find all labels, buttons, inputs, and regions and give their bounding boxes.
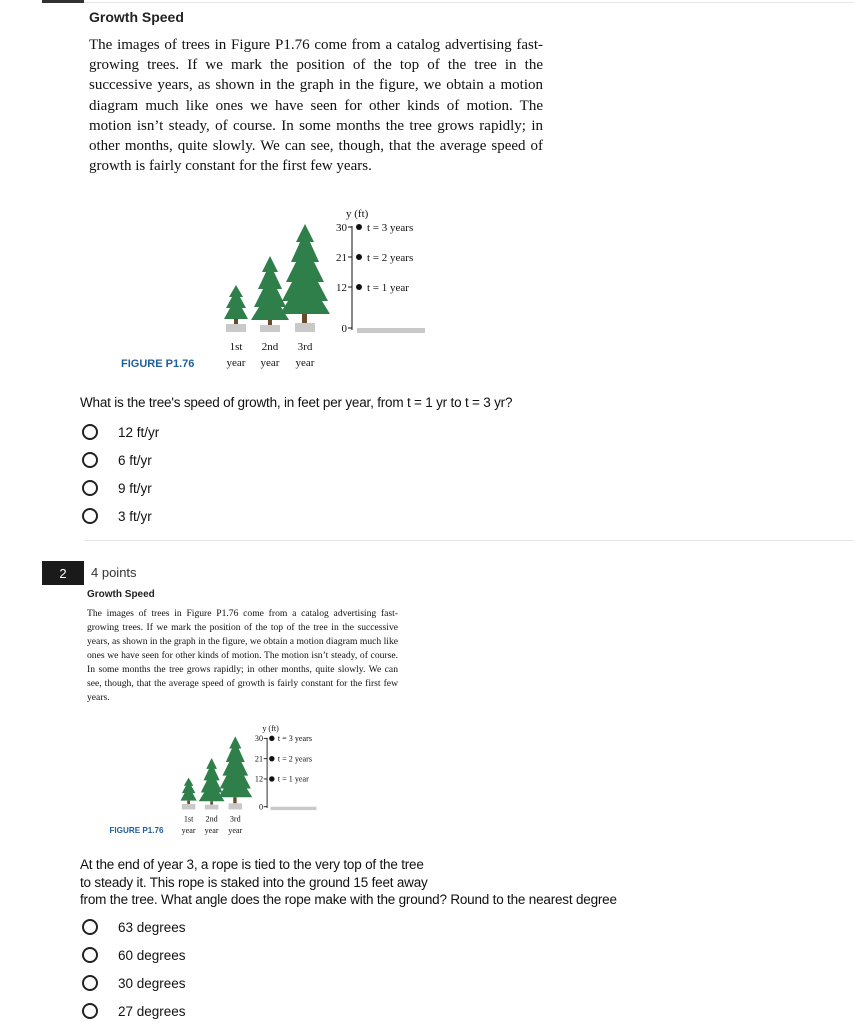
y-axis-label: y (ft)	[262, 723, 279, 733]
question-2-option-4[interactable]	[82, 997, 186, 1024]
option-label: 3 ft/yr	[118, 508, 152, 524]
tick-label-30: 30	[254, 734, 264, 744]
tree-growth-diagram-small	[100, 720, 330, 842]
tree-year-2-icon	[199, 758, 225, 809]
question-1-option-4[interactable]	[82, 502, 159, 530]
y-axis-label: y (ft)	[346, 208, 369, 220]
question-divider	[84, 540, 854, 541]
question-1-passage: The images of trees in Figure P1.76 come from a catalog advertising fast-growing trees. If we mark the position of the top of the tree in the successive years, as shown in the graph in the figure, we obtain a motion diagram much like ones we have seen for other kinds of motion. The motion isn’t steady, of course. In some months the tree grows rapidly; in other months, quite slowly. We can see, though, that the average speed of growth is fairly constant for the first few years.	[89, 37, 543, 175]
option-label: 30 degrees	[118, 975, 186, 991]
year-label-1: 1st	[183, 814, 194, 824]
question-1-title: Growth Speed	[89, 9, 184, 25]
question-2-option-1[interactable]	[82, 913, 186, 941]
radio-button[interactable]	[82, 480, 98, 496]
year-label-3-unit: year	[228, 826, 243, 836]
point-label-t2: t = 2 years	[367, 252, 414, 264]
radio-button[interactable]	[82, 452, 98, 468]
year-label-2: 2nd	[261, 341, 279, 353]
point-label-t3: t = 3 years	[367, 222, 414, 234]
option-label: 12 ft/yr	[118, 424, 160, 440]
question-1-option-3[interactable]	[82, 474, 159, 502]
year-label-2-unit: year	[204, 826, 219, 836]
tree-year-1-icon	[224, 285, 248, 332]
ground-strip	[270, 807, 316, 810]
point-label-t1: t = 1 year	[277, 774, 309, 784]
question-2-line-2: to steady it. This rope is staked into the ground 15 feet away	[80, 874, 428, 890]
question-2-options	[82, 913, 186, 1024]
radio-button[interactable]	[82, 1003, 98, 1019]
question-2-passage: The images of trees in Figure P1.76 come from a catalog advertising fast-growing trees. If we mark the position of the top of the tree in the successive years, as shown in the graph in the figure, we obtain a motion diagram much like ones we have seen for other kinds of motion. The motion isn’t steady, of course. In some months the tree grows rapidly; in other months, quite slowly. We can see, though, that the average speed of growth is fairly constant for the first few years.	[87, 608, 398, 703]
top-accent-bar	[42, 0, 84, 3]
question-2-title: Growth Speed	[87, 589, 155, 600]
question-1-option-1[interactable]	[82, 418, 159, 446]
year-label-3: 3rd	[229, 814, 241, 824]
point-label-t2: t = 2 years	[277, 754, 312, 764]
point-t2	[356, 254, 362, 260]
year-label-1: 1st	[229, 341, 243, 353]
y-axis	[348, 226, 425, 333]
figure-p1-76-small	[100, 720, 330, 842]
radio-button[interactable]	[82, 975, 98, 991]
tick-label-0: 0	[258, 802, 264, 812]
year-label-3: 3rd	[297, 341, 313, 353]
question-points: 4 points	[91, 565, 137, 580]
point-t1	[356, 284, 362, 290]
radio-button[interactable]	[82, 508, 98, 524]
y-axis	[264, 738, 317, 810]
tick-label-12: 12	[336, 282, 347, 294]
tree-growth-diagram	[105, 200, 445, 380]
question-2-line-3: from the tree. What angle does the rope make with the ground? Round to the nearest degree	[80, 892, 617, 907]
point-label-t3: t = 3 years	[277, 734, 312, 744]
point-t3	[356, 224, 362, 230]
question-1-option-2[interactable]	[82, 446, 159, 474]
question-2-prompt	[80, 856, 680, 909]
tree-year-3-icon	[280, 224, 330, 332]
tree-year-2-icon	[251, 256, 289, 332]
option-label: 63 degrees	[118, 919, 186, 935]
tick-label-21: 21	[336, 252, 347, 264]
question-number-badge: 2	[42, 561, 84, 585]
top-divider	[84, 2, 854, 3]
question-1-options	[82, 418, 159, 530]
point-label-t1: t = 1 year	[367, 282, 409, 294]
tick-label-0: 0	[341, 323, 347, 335]
option-label: 60 degrees	[118, 947, 186, 963]
year-label-2-unit: year	[260, 357, 280, 369]
figure-caption: FIGURE P1.76	[121, 358, 195, 370]
ground-strip	[357, 328, 425, 333]
option-label: 6 ft/yr	[118, 452, 152, 468]
tree-year-1-icon	[181, 778, 197, 810]
figure-caption: FIGURE P1.76	[109, 826, 164, 836]
point-t1	[269, 776, 274, 781]
question-2-option-3[interactable]	[82, 969, 186, 997]
question-2-line-1: At the end of year 3, a rope is tied to the very top of the tree	[80, 857, 424, 872]
radio-button[interactable]	[82, 919, 98, 935]
year-label-1-unit: year	[181, 826, 196, 836]
tick-label-12: 12	[254, 774, 264, 784]
figure-p1-76	[105, 200, 445, 380]
point-t3	[269, 736, 274, 741]
tick-label-21: 21	[254, 754, 264, 764]
question-2-option-2[interactable]	[82, 941, 186, 969]
radio-button[interactable]	[82, 947, 98, 963]
year-label-2: 2nd	[205, 814, 218, 824]
tree-year-3-icon	[218, 736, 252, 809]
point-t2	[269, 756, 274, 761]
year-label-3-unit: year	[295, 357, 315, 369]
option-label: 27 degrees	[118, 1003, 186, 1019]
radio-button[interactable]	[82, 424, 98, 440]
option-label: 9 ft/yr	[118, 480, 152, 496]
year-label-1-unit: year	[226, 357, 246, 369]
tick-label-30: 30	[336, 222, 347, 234]
question-1-prompt: What is the tree's speed of growth, in feet per year, from t = 1 yr to t = 3 yr?	[80, 395, 513, 410]
